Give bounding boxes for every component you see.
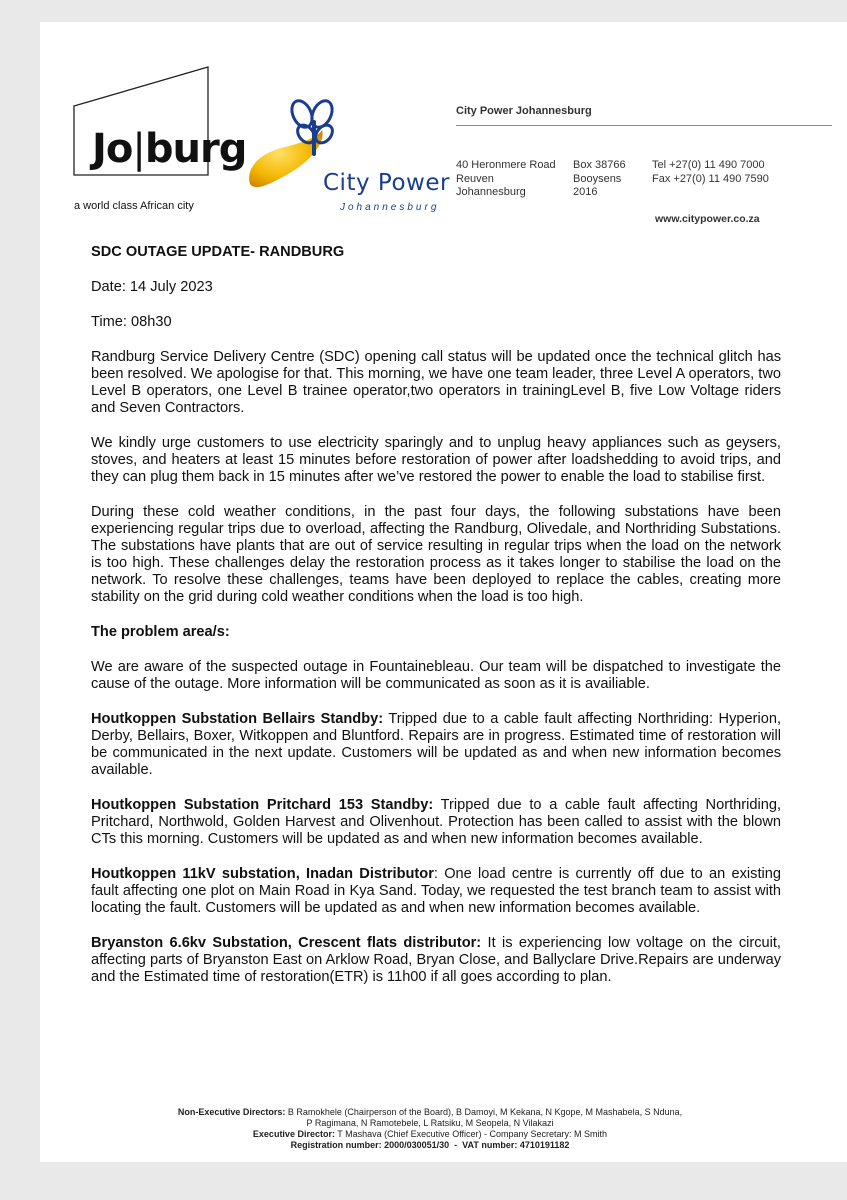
box-block — [573, 159, 626, 200]
document-body — [91, 244, 781, 1004]
footer-reg-value: 2000/030051/30 — [381, 1140, 450, 1150]
tel-line: Tel +27(0) 11 490 7000 — [652, 159, 765, 171]
outage-item-label: Houtkoppen 11kV substation, Inadan Distributor — [91, 866, 434, 882]
outage-item-label: Bryanston 6.6kv Substation, Crescent flats distributor: — [91, 935, 482, 951]
header-divider — [456, 125, 832, 126]
letter-page — [40, 22, 847, 1162]
outage-item — [91, 935, 781, 986]
footer-sep: - — [449, 1140, 463, 1150]
footer-vat-value: 4710191182 — [517, 1140, 570, 1150]
outage-item-text: Tripped due to a cable fault affecting Northriding, Pritchard, Northwold, Golden Harvest and Olivenhout. Protection has been called to assist with the blown CTs this morning. Customers will be updated as and when new information becomes available. — [91, 797, 781, 847]
paragraph-staffing: Randburg Service Delivery Centre (SDC) opening call status will be updated once the technical glitch has been resolved. We apologise for that. This morning, we have one team leader, three Level A operators, two Level B operators, one Level B trainee operator,two operators in trainingLevel B, five Low Voltage riders and Seven Contractors. — [91, 349, 781, 416]
joburg-logo: Jo|burg — [92, 126, 247, 172]
box-line: Booysens — [573, 172, 622, 185]
contact-block — [652, 159, 769, 186]
address-line: 40 Heronmere Road — [456, 159, 556, 171]
document-date: Date: 14 July 2023 — [91, 279, 213, 295]
footer-reg-line — [100, 1140, 760, 1151]
outage-item-label: Houtkoppen Substation Pritchard 153 Standby: — [91, 797, 434, 813]
footer — [100, 1107, 760, 1151]
fax-line: Fax +27(0) 11 490 7590 — [652, 172, 769, 185]
paragraph-cold-weather: During these cold weather conditions, in the past four days, the following substations have been experiencing regular trips due to overload, affecting the Randburg, Olivedale, and Northriding Substations. The substations have plants that are out of service resulting in regular trips when the load on the network is too high. These challenges delay the restoration process as it takes longer to stabilise the load on the network. To resolve these challenges, teams have been deployed to replace the cables, creating more stability on the grid during cold weather conditions when the load is too high. — [91, 504, 781, 605]
outage-item — [91, 711, 781, 779]
footer-ned-names: B Ramokhele (Chairperson of the Board), B Damoyi, M Kekana, N Kgope, M Mashabela, S Nduna, — [285, 1107, 683, 1117]
city-power-sub: Johannesburg — [340, 202, 440, 213]
footer-exec-label: Executive Director: — [252, 1129, 335, 1139]
org-name: City Power Johannesburg — [456, 105, 592, 117]
outage-item-text: It is experiencing low voltage on the circuit, affecting parts of Bryanston East on Arklow Road, Bryan Close, and Ballyclare Drive.Repairs are underway and the Estimated time of restoration(ETR) is 11h00 if all goes according to plan. — [91, 935, 781, 985]
footer-reg-label: Registration number: — [290, 1140, 382, 1150]
outage-item — [91, 866, 781, 917]
paragraph-advice: We kindly urge customers to use electricity sparingly and to unplug heavy appliances such as geysers, stoves, and heaters at least 15 minutes before restoration of power after loadshedding to avoid trips, and they can plug them back in 15 minutes after we’ve restored the power to enable the load to stabilise first. — [91, 435, 781, 485]
paragraph-fountainebleau: We are aware of the suspected outage in Fountainebleau. Our team will be dispatched to investigate the cause of the outage. More information will be communicated as soon as it is availiable. — [91, 659, 781, 692]
document-title: SDC OUTAGE UPDATE- RANDBURG — [91, 244, 345, 260]
box-line: 2016 — [573, 186, 598, 198]
footer-vat-label: VAT number: — [462, 1140, 518, 1150]
problem-heading: The problem area/s: — [91, 624, 230, 640]
outage-item-text: : One load centre is currently off due to an existing fault affecting one plot on Main Road in Kya Sand. Today, we requested the test branch team to assist with locating the fault. Customers will be updated as and when new information becomes available. — [91, 866, 781, 916]
document-time: Time: 08h30 — [91, 314, 172, 330]
footer-ned-line — [100, 1107, 760, 1118]
website: www.citypower.co.za — [655, 213, 760, 225]
footer-exec-text: T Mashava (Chief Executive Officer) - Company Secretary: M Smith — [334, 1129, 608, 1139]
outage-item-label: Houtkoppen Substation Bellairs Standby: — [91, 711, 384, 727]
footer-exec-line — [100, 1129, 760, 1140]
box-line: Box 38766 — [573, 159, 626, 171]
address-block — [456, 159, 556, 200]
footer-ned-label: Non-Executive Directors: — [177, 1107, 286, 1117]
outage-item-text: Tripped due to a cable fault affecting Northriding: Hyperion, Derby, Bellairs, Boxer, Witkoppen and Bluntford. Repairs are in progress. Estimated time of restoration will be communicated in the next update. Customers will be updated as and when new information becomes available. — [91, 711, 782, 778]
outage-item — [91, 797, 781, 848]
address-line: Reuven — [456, 172, 494, 185]
address-line: Johannesburg — [456, 186, 526, 198]
footer-ned-line2: P Ragimana, N Ramotebele, L Ratsiku, M Seopela, N Vilakazi — [306, 1118, 554, 1128]
city-power-name: City Power — [323, 170, 450, 196]
joburg-tagline: a world class African city — [74, 200, 194, 212]
